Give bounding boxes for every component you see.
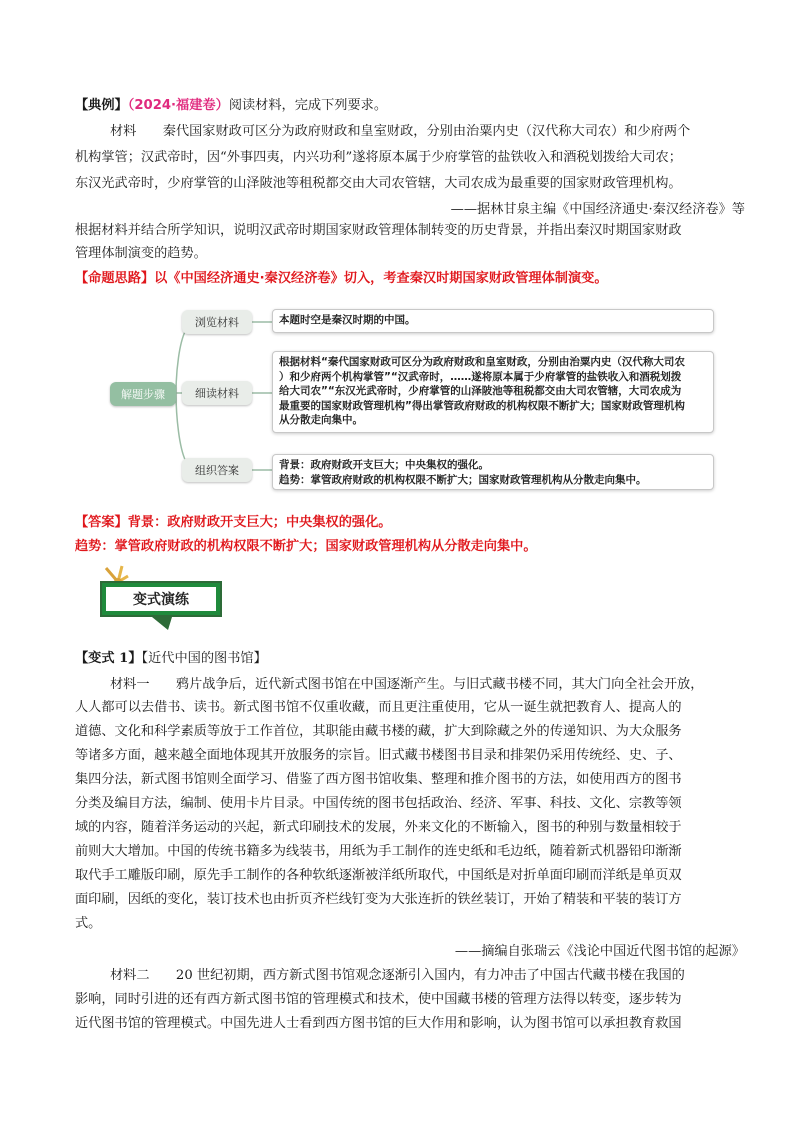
content-line: 从分散走向集中。 <box>279 414 363 426</box>
answer-line: 【答案】背景：政府财政开支巨大；中央集权的强化。 <box>75 515 392 530</box>
question-line: 管理体制演变的趋势。 <box>75 246 207 261</box>
material1-line: 域的内容，随着洋务运动的兴起，新式印刷技术的发展，外来文化的不断输入，图书的种别与数量相较于 <box>75 820 682 835</box>
material1-line: 前则大大增加。中国的传统书籍多为线装书，用纸为手工制作的连史纸和毛边纸，随着新式机器铅印渐渐 <box>75 844 682 859</box>
step-browse: 浏览材料 <box>182 310 252 334</box>
material1-line: 人人都可以去借书、读书。新式图书馆不仅重收藏，而且更注重使用，它从一诞生就把教育人、提高人的 <box>75 700 682 715</box>
example-source: （2024·福建卷） <box>127 98 229 113</box>
material-source: ——据林甘泉主编《中国经济通史·秦汉经济卷》等 <box>450 202 745 217</box>
material2-line: 材料二 20 世纪初期，西方新式图书馆观念逐渐引入国内，有力冲击了中国古代藏书楼在我国的 <box>110 968 685 983</box>
example-instruction: 阅读材料，完成下列要求。 <box>228 98 388 113</box>
material1-line: 等诸多方面，越来越全面地体现其开放服务的宗旨。旧式藏书楼图书目录和排架仍采用传统经、史、子、 <box>75 748 682 763</box>
section-banner <box>100 581 222 617</box>
proposition-idea: 【命题思路】以《中国经济通史·秦汉经济卷》切入，考查秦汉时期国家财政管理体制演变。 <box>75 271 608 286</box>
diagram-connectors <box>0 0 800 520</box>
material-line: 材料 秦代国家财政可区分为政府财政和皇室财政，分别由治粟内史（汉代称大司农）和少府两个 <box>110 124 691 139</box>
material1-line: 分类及编目方法，编制、使用卡片目录。中国传统的图书包括政治、经济、军事、科技、文化、宗教等领 <box>75 796 682 811</box>
material1-line: 道德、文化和科学素质等放于工作首位，其职能由藏书楼的藏，扩大到除藏之外的传递知识、为大众服务 <box>75 724 682 739</box>
variant-topic: 【近代中国的图书馆】 <box>141 651 267 666</box>
example-tag: 【典例】 <box>75 98 128 113</box>
content-line: 根据材料“秦代国家财政可区分为政府财政和皇室财政，分别由治粟内史（汉代称大司农 <box>279 356 685 368</box>
content-line: 背景：政府财政开支巨大；中央集权的强化。 <box>279 459 489 471</box>
material1-line: 集四分法，新式图书馆则全面学习、借鉴了西方图书馆收集、整理和推介图书的方法，如使用西方的图书 <box>75 772 682 787</box>
content-line: ）和少府两个机构掌管”“汉武帝时，……遂将原本属于少府掌管的盐铁收入和酒税划拨 <box>279 370 682 383</box>
question-line: 根据材料并结合所学知识，说明汉武帝时期国家财政管理体制转变的历史背景，并指出秦汉时期国家财政 <box>75 223 682 238</box>
material1-line: 面印刷，因纸的变化，装订技术也由折页齐栏线钉变为大张连折的铁丝装订，开始了精装和平装的装订方 <box>75 892 682 907</box>
content-line: 趋势：掌管政府财政的机构权限不断扩大；国家财政管理机构从分散走向集中。 <box>279 473 647 486</box>
step-organize: 组织答案 <box>182 458 252 482</box>
step-read-content <box>272 351 714 433</box>
material2-line: 近代图书馆的管理模式。中国先进人士看到西方图书馆的巨大作用和影响，认为图书馆可以承担教育救国 <box>75 1016 682 1031</box>
content-line: 给大司农”“东汉光武帝时，少府掌管的山泽陂池等租税都交由大司农管辖，大司农成为 <box>279 385 682 397</box>
section-title: 变式演练 <box>106 587 216 611</box>
material1-line: 取代手工雕版印刷，原先手工制作的各种软纸逐渐被洋纸所取代，中国纸是对折单面印刷而洋纸是单页双 <box>75 868 682 883</box>
material-line: 东汉光武帝时，少府掌管的山泽陂池等租税都交由大司农管辖，大司农成为最重要的国家财政管理机构。 <box>75 176 682 191</box>
answer-line: 趋势：掌管政府财政的机构权限不断扩大；国家财政管理机构从分散走向集中。 <box>75 539 537 554</box>
step-organize-content <box>272 454 714 490</box>
material1-line: 材料一 鸦片战争后，近代新式图书馆在中国逐渐产生。与旧式藏书楼不同，其大门向全社会开放， <box>110 677 704 692</box>
material1-source: ——摘编自张瑞云《浅论中国近代图书馆的起源》 <box>454 944 745 959</box>
material2-line: 影响，同时引进的还有西方新式图书馆的管理模式和技术，使中国藏书楼的管理方法得以转变，逐步转为 <box>75 992 682 1007</box>
material-line: 机构掌管；汉武帝时，因“外事四夷，内兴功利”遂将原本属于少府掌管的盐铁收入和酒税划拨给大司农； <box>75 150 682 165</box>
material1-line: 式。 <box>75 916 102 931</box>
diagram-root: 解题步骤 <box>110 382 176 406</box>
step-browse-content <box>272 309 714 333</box>
content-line: 本题时空是秦汉时期的中国。 <box>279 314 416 326</box>
variant-tag: 【变式 1】 <box>75 651 142 666</box>
content-line: 最重要的国家财政管理机构”得出掌管政府财政的机构权限不断扩大；国家财政管理机构 <box>279 399 685 412</box>
variant-header <box>75 650 267 668</box>
step-read: 细读材料 <box>182 381 252 405</box>
